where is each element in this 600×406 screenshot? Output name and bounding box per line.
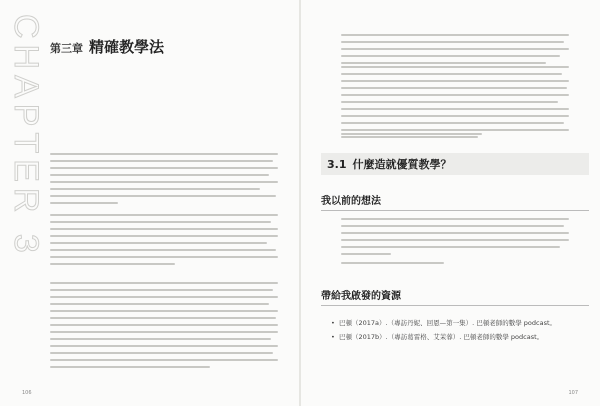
body-paragraph <box>341 66 569 143</box>
left-page-number: 106 <box>22 390 32 396</box>
right-page <box>301 0 600 406</box>
resource-citation: 巴頓（2017a）.（專訪丹妮、回恩—第一集）. 巴頓老師的數學 podcast。 <box>339 319 557 327</box>
section-number: 3.1 <box>327 157 347 171</box>
right-page-number: 107 <box>568 390 578 396</box>
body-paragraph <box>341 34 569 69</box>
chapter-title: 精確教學法 <box>89 38 165 56</box>
bullet-icon: • <box>331 333 335 341</box>
left-page <box>0 0 299 406</box>
section-title: 什麼造就優質教學？ <box>352 158 452 171</box>
bullet-icon: • <box>331 319 335 327</box>
subheading-past-thoughts: 我以前的想法 <box>321 192 589 211</box>
body-paragraph <box>341 133 569 140</box>
section-heading <box>321 153 589 175</box>
body-paragraph <box>50 282 278 373</box>
body-paragraph <box>50 214 278 270</box>
list-item <box>331 332 581 342</box>
body-paragraph <box>50 153 278 209</box>
chapter-heading <box>50 36 164 57</box>
subheading-resources: 帶給我啟發的資源 <box>321 287 589 306</box>
resource-citation: 巴頓（2017b）.（專訪葛雷格、艾茉蓉）. 巴頓老師的數學 podcast。 <box>339 333 544 341</box>
resource-list <box>331 318 581 346</box>
list-item <box>331 318 581 328</box>
body-paragraph <box>341 262 569 269</box>
chapter-watermark: CHAPTER 3 <box>7 14 45 259</box>
chapter-label: 第三章 <box>50 42 83 55</box>
body-paragraph <box>341 218 569 260</box>
